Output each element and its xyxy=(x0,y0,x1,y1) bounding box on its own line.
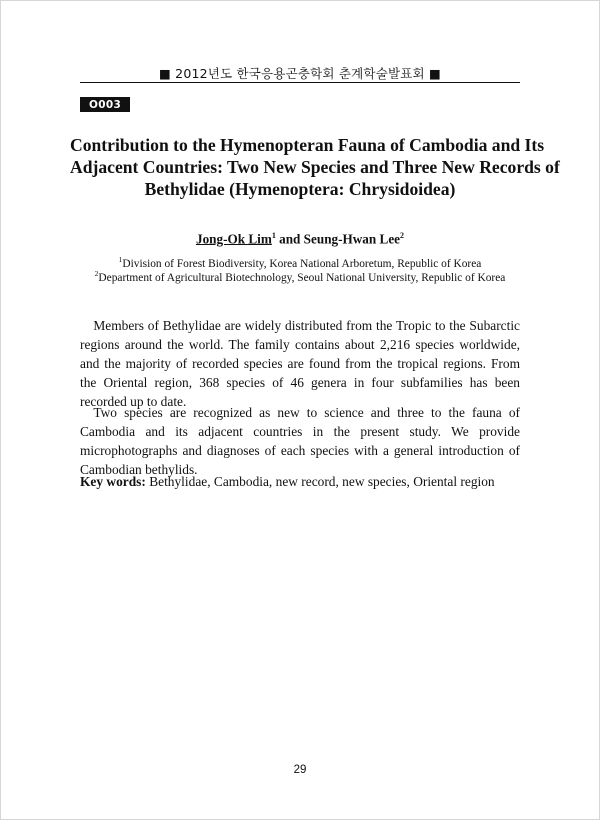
abstract-code-badge: O003 xyxy=(80,97,130,112)
keywords-label: Key words: xyxy=(80,474,146,489)
abstract-paragraph xyxy=(80,316,520,411)
keywords-text: Bethylidae, Cambodia, new record, new species, Oriental region xyxy=(145,474,495,489)
title-line: Contribution to the Hymenopteran Fauna of Cambodia and Its xyxy=(70,135,545,155)
author-name: Seung-Hwan Lee xyxy=(303,231,401,247)
affiliation-mark: 1 xyxy=(118,255,123,264)
author-line xyxy=(80,231,520,247)
affiliation xyxy=(60,269,540,284)
abstract-text: Members of Bethylidae are widely distributed from the Tropic to the Subarctic regions around the world. The family contains about 2,216 species worldwide, and the majority of recorded species are found from the tropical regions. From the Oriental region, 368 species of 46 genera in four subfamilies has been recorded up to date. xyxy=(80,318,520,409)
affiliation-text: Department of Agricultural Biotechnology, Seoul National University, Republic of Korea xyxy=(98,271,506,284)
running-header: ■ 2012년도 한국응용곤충학회 춘계학술발표회 ■ xyxy=(158,66,441,81)
header-rule xyxy=(80,82,520,83)
author-affil-mark: 2 xyxy=(400,231,405,240)
page-number: 29 xyxy=(293,764,307,776)
author-affil-mark: 1 xyxy=(271,231,276,240)
affiliation-text: Division of Forest Biodiversity, Korea National Arboretum, Republic of Korea xyxy=(122,257,482,270)
title-line: Bethylidae (Hymenoptera: Chrysidoidea) xyxy=(144,179,456,199)
keywords xyxy=(80,472,520,491)
abstract-paragraph xyxy=(80,403,520,479)
author-name: Jong-Ok Lim xyxy=(195,231,272,247)
abstract-text: Two species are recognized as new to science and three to the fauna of Cambodia and its adjacent countries in the present study. We provide microphotographs and diagnoses of each species with a general introduction of Cambodian bethylids. xyxy=(80,405,520,477)
title-line: Adjacent Countries: Two New Species and Three New Records of xyxy=(70,157,560,177)
affiliation-mark: 2 xyxy=(94,269,99,278)
affiliation xyxy=(60,255,540,270)
author-conjunction: and xyxy=(275,231,304,247)
paper-title xyxy=(70,134,560,200)
